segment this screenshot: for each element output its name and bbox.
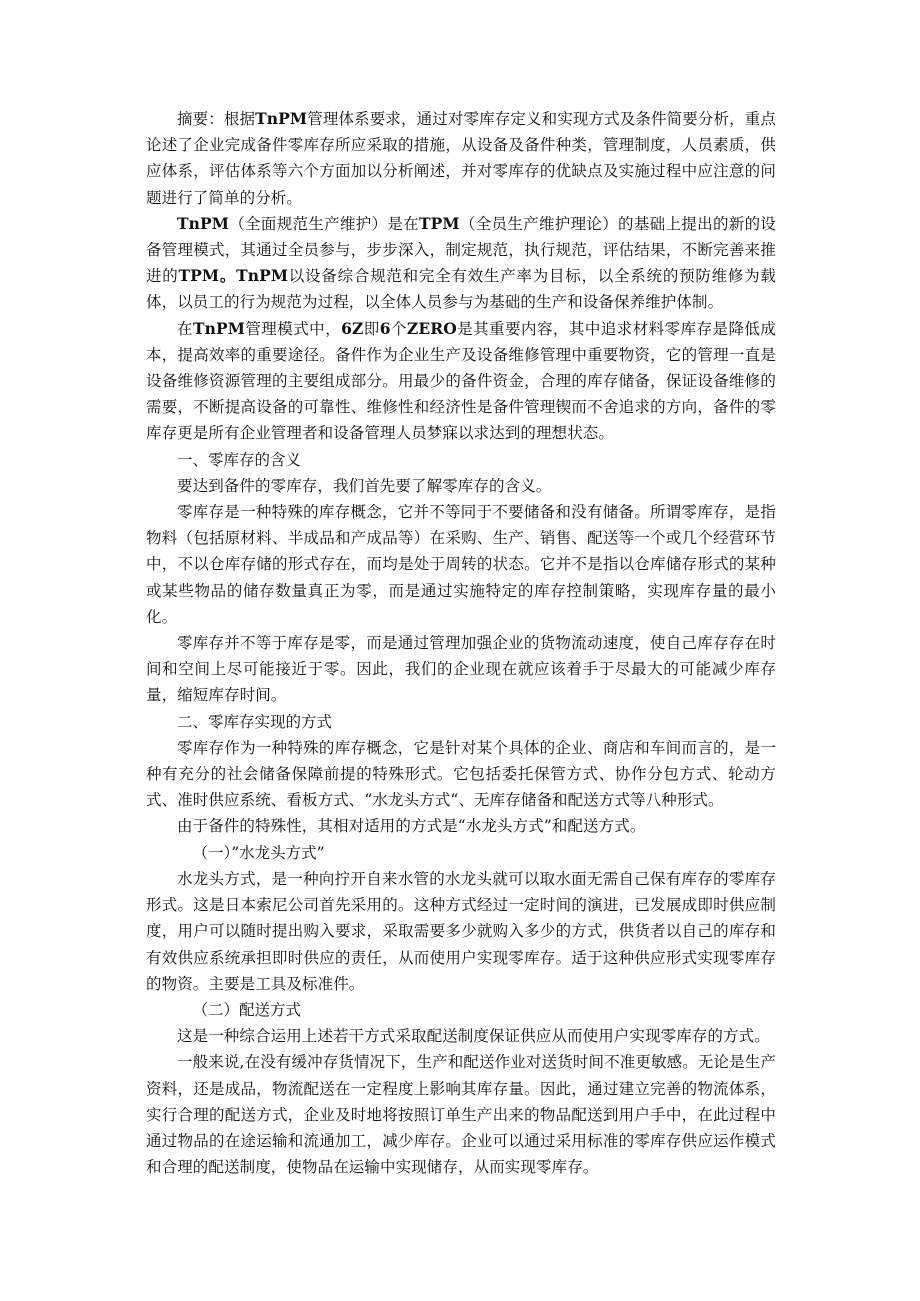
abstract-paragraph <box>146 106 776 211</box>
abstract-text: 管理体系要求，通过对零库存定义和实现方式及条件简要分析，重点论述了企业完成备件零库存所应采取的措施，从设备及备件种类，管理制度，人员素质，供应体系，评估体系等六个方面加以分析阐述，并对零库存的优缺点及实施过程中应注意的问题进行了简单的分析。 <box>146 110 776 207</box>
intro1-text-3: 以设备综合规范和完全有效生产率为目标，以全系统的预防维修为载体，以员工的行为规范为过程，以全体人员参与为基础的生产和设备保养维护体制。 <box>146 267 776 312</box>
subsection-2-paragraph-2: 一般来说,在没有缓冲存货情况下，生产和配送作业对送货时间不准更敏感。无论是生产资料，还是成品，物流配送在一定程度上影响其库存量。因此，通过建立完善的物流体系，实行合理的配送方式，企业及时地将按照订单生产出来的物品配送到用户手中，在此过程中通过物品的在途运输和流通加工，减少库存。企业可以通过采用标准的零库存供应运作模式和合理的配送制度，使物品在运输中实现储存，从而实现零库存。 <box>146 1053 776 1177</box>
section-1-paragraph-1: 要达到备件的零库存，我们首先要了解零库存的含义。 <box>177 476 552 495</box>
section-1-title: 一、零库存的含义 <box>177 450 302 469</box>
intro2-text-3: 即 <box>363 319 380 338</box>
intro1-tpm: TPM <box>419 213 460 233</box>
intro-paragraph-2 <box>146 316 776 447</box>
intro2-6z: 6Z <box>341 318 364 338</box>
intro1-tnpm: TnPM <box>177 213 230 233</box>
section-2-paragraph-1: 零库存作为一种特殊的库存概念，它是针对某个具体的企业、商店和车间而言的，是一种有充分的社会储备保障前提的特殊形式。它包括委托保管方式、协作分包方式、轮动方式、准时供应系统、看板方式、“水龙头方式“、无库存储备和配送方式等八种形式。 <box>146 738 776 810</box>
subsection-1-paragraph: 水龙头方式，是一种向拧开自来水管的水龙头就可以取水面无需自己保有库存的零库存形式。这是日本索尼公司首先采用的。这种方式经过一定时间的演进，已发展成即时供应制度，用户可以随时提出购入要求，采取需要多少就购入多少的方式，供货者以自己的库存和有效供应系统承担即时供应的责任，从而使用户实现零库存。适于这种供应形式实现零库存的物资。主要是工具及标准件。 <box>146 869 776 993</box>
intro2-zero: ZERO <box>406 318 457 338</box>
abstract-prefix: 摘要：根据 <box>177 110 256 128</box>
abstract-tnpm: TnPM <box>255 109 308 128</box>
section-2-title: 二、零库存实现的方式 <box>177 712 333 731</box>
intro-paragraph-1 <box>146 211 776 316</box>
section-1-paragraph-2: 零库存是一种特殊的库存概念，它并不等同于不要储备和没有储备。所谓零库存，是指物料（包括原材料、半成品和产成品等）在采购、生产、销售、配送等一个或几个经营环节中，不以仓库存储的形式存在，而均是处于周转的状态。它并不是指以仓库储存形式的某种或某些物品的储存数量真正为零，而是通过实施特定的库存控制策略，实现库存量的最小化。 <box>146 503 776 626</box>
subsection-2-title: （二）配送方式 <box>192 1000 302 1019</box>
intro2-text-1: 在 <box>177 319 193 338</box>
intro1-text-2: （全员生产维护理论）的基础上提出的新的设备管理模式，其通过全员参与，步步深入，制定规范，执行规范，评估结果，不断完善来推进的 <box>146 214 776 286</box>
intro2-text-5: 是其重要内容，其中追求材料零库存是降低成本，提高效率的重要途径。备件作为企业生产及设备维修管理中重要物资，它的管理一直是设备维修资源管理的主要组成部分。用最少的备件资金，合理的库存储备，保证设备维修的需要，不断提高设备的可靠性、维修性和经济性是备件管理锲而不舍追求的方向，备件的零库存更是所有企业管理者和设备管理人员梦寐以求达到的理想状态。 <box>146 319 776 443</box>
intro2-text-2: 管理模式中， <box>245 319 342 338</box>
intro2-6: 6 <box>379 318 391 338</box>
intro1-text-1: （全面规范生产维护）是在 <box>229 214 420 233</box>
intro2-tnpm: TnPM <box>192 318 245 338</box>
intro1-tpm-tnpm: TPM。TnPM <box>178 266 289 286</box>
intro2-text-4: 个 <box>390 319 407 338</box>
subsection-2-paragraph-1: 这是一种综合运用上述若干方式采取配送制度保证供应从而使用户实现零库存的方式。 <box>177 1027 770 1046</box>
document-page <box>146 106 776 1180</box>
section-1-paragraph-3: 零库存并不等于库存是零，而是通过管理加强企业的货物流动速度，使自己库存存在时间和空间上尽可能接近于零。因此，我们的企业现在就应该着手于尽最大的可能减少库存量，缩短库存时间。 <box>146 634 776 705</box>
section-2-paragraph-2: 由于备件的特殊性，其相对适用的方式是“水龙头方式”和配送方式。 <box>177 817 646 836</box>
subsection-1-title: （一）”水龙头方式” <box>192 843 325 862</box>
